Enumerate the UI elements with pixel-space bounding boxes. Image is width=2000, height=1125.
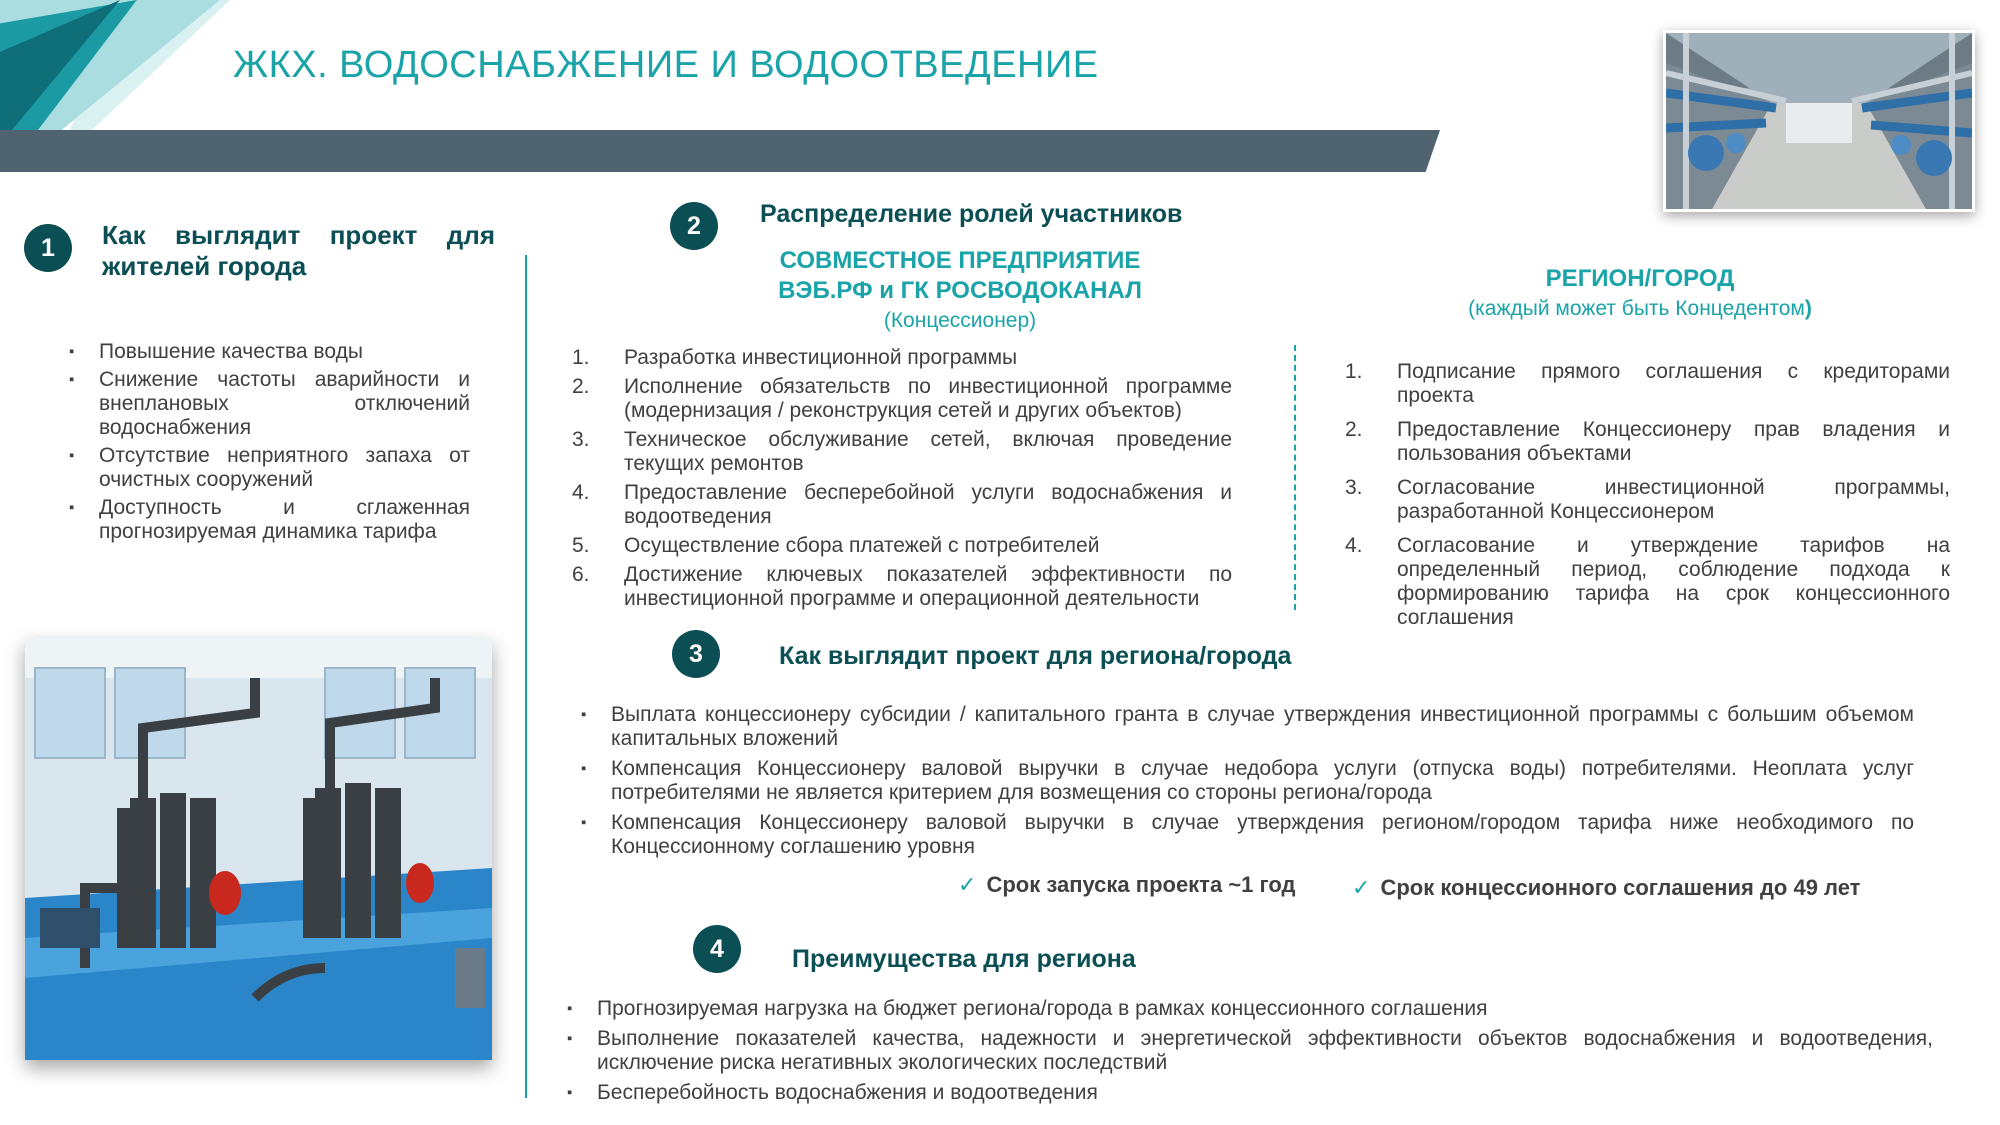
section-1-heading-line2: жителей города [102, 251, 307, 281]
list-item: ▪ Повышение качества воды [65, 340, 470, 364]
list-item: ▪ Бесперебойность водоснабжения и водоотведения [563, 1081, 1933, 1105]
grantor-subtitle: (каждый может быть Концедентом) [1468, 297, 1812, 320]
list-item: 1. Подписание прямого соглашения с кредиторами проекта [1345, 360, 1950, 407]
agreement-term-note: ✓ Срок концессионного соглашения до 49 лет [1352, 875, 1861, 900]
section-2-heading: Распределение ролей участников [760, 200, 1183, 228]
list-item: 4. Предоставление бесперебойной услуги водоснабжения и водоотведения [572, 481, 1232, 528]
section-1-heading-line1: Как выглядит проект для [102, 220, 495, 250]
launch-term-note: ✓ Срок запуска проекта ~1 год [958, 872, 1296, 897]
section-1-heading [102, 220, 495, 282]
list-item: 2. Исполнение обязательств по инвестиционной программе (модернизация / реконструкция сетей и других объектов) [572, 375, 1232, 422]
list-item: 3. Согласование инвестиционной программы, разработанной Концессионером [1345, 476, 1950, 523]
grantor-title: РЕГИОН/ГОРОД [1545, 265, 1735, 292]
concessionaire-heading [730, 246, 1190, 336]
region-project-list [577, 703, 1914, 865]
vertical-divider [525, 255, 527, 1098]
list-item: ▪ Снижение частоты аварийности и внеплановых отключений водоснабжения [65, 368, 470, 440]
concessionaire-title-line2: ВЭБ.РФ и ГК РОСВОДОКАНАЛ [778, 277, 1142, 304]
grantor-heading [1390, 264, 1890, 324]
list-item: ▪ Выполнение показателей качества, надежности и энергетической эффективности объектов водоснабжения и водоотведения, исключение риска негативных экологических последствий [563, 1027, 1933, 1075]
section-4-badge: 4 [693, 925, 741, 973]
list-item: 5. Осуществление сбора платежей с потребителей [572, 534, 1100, 557]
concessionaire-duties-list [572, 346, 1232, 616]
section-4-heading: Преимущества для региона [792, 945, 1136, 973]
list-item: ▪ Доступность и сглаженная прогнозируемая динамика тарифа [65, 496, 470, 544]
list-item: 1. Разработка инвестиционной программы [572, 346, 1018, 369]
grantor-duties-list [1345, 360, 1950, 640]
concessionaire-subtitle: (Концессионер) [883, 309, 1037, 332]
list-item: 2. Предоставление Концессионеру прав владения и пользования объектами [1345, 418, 1950, 465]
residents-benefits-list [65, 340, 470, 548]
list-item: ▪ Компенсация Концессионеру валовой выручки в случае утверждения регионом/городом тарифа ниже необходимого по Концессионному соглашению уровня [577, 811, 1914, 859]
list-item: 4. Согласование и утверждение тарифов на определенный период, соблюдение подхода к формированию тарифа на срок концессионного соглашения [1345, 534, 1950, 629]
list-item: ▪ Прогнозируемая нагрузка на бюджет региона/города в рамках концессионного соглашения [563, 997, 1933, 1021]
concessionaire-title-line1: СОВМЕСТНОЕ ПРЕДПРИЯТИЕ [779, 247, 1141, 274]
list-item: 6. Достижение ключевых показателей эффективности по инвестиционной программе и операционной деятельности [572, 563, 1232, 610]
check-icon: ✓ [1352, 875, 1371, 900]
header-decoration [0, 0, 230, 130]
section-1-badge: 1 [24, 224, 72, 272]
industrial-pipes-photo [1663, 30, 1975, 212]
region-benefits-list [563, 997, 1933, 1111]
list-item: ▪ Отсутствие неприятного запаха от очистных сооружений [65, 444, 470, 492]
water-filtration-plant-photo [25, 638, 492, 1060]
dashed-divider [1294, 345, 1296, 610]
header-bar [0, 130, 1440, 172]
list-item: 3. Техническое обслуживание сетей, включая проведение текущих ремонтов [572, 428, 1232, 475]
section-2-badge: 2 [670, 202, 718, 250]
check-icon: ✓ [958, 872, 977, 897]
section-3-badge: 3 [672, 630, 720, 678]
page-title: ЖКХ. ВОДОСНАБЖЕНИЕ И ВОДООТВЕДЕНИЕ [233, 44, 1099, 86]
list-item: ▪ Выплата концессионеру субсидии / капитального гранта в случае утверждения инвестиционной программы с большим объемом капитальных вложений [577, 703, 1914, 751]
list-item: ▪ Компенсация Концессионеру валовой выручки в случае недобора услуги (отпуска воды) потребителями. Неоплата услуг потребителями не является критерием для возмещения со стороны региона/города [577, 757, 1914, 805]
section-3-heading: Как выглядит проект для региона/города [779, 642, 1292, 670]
